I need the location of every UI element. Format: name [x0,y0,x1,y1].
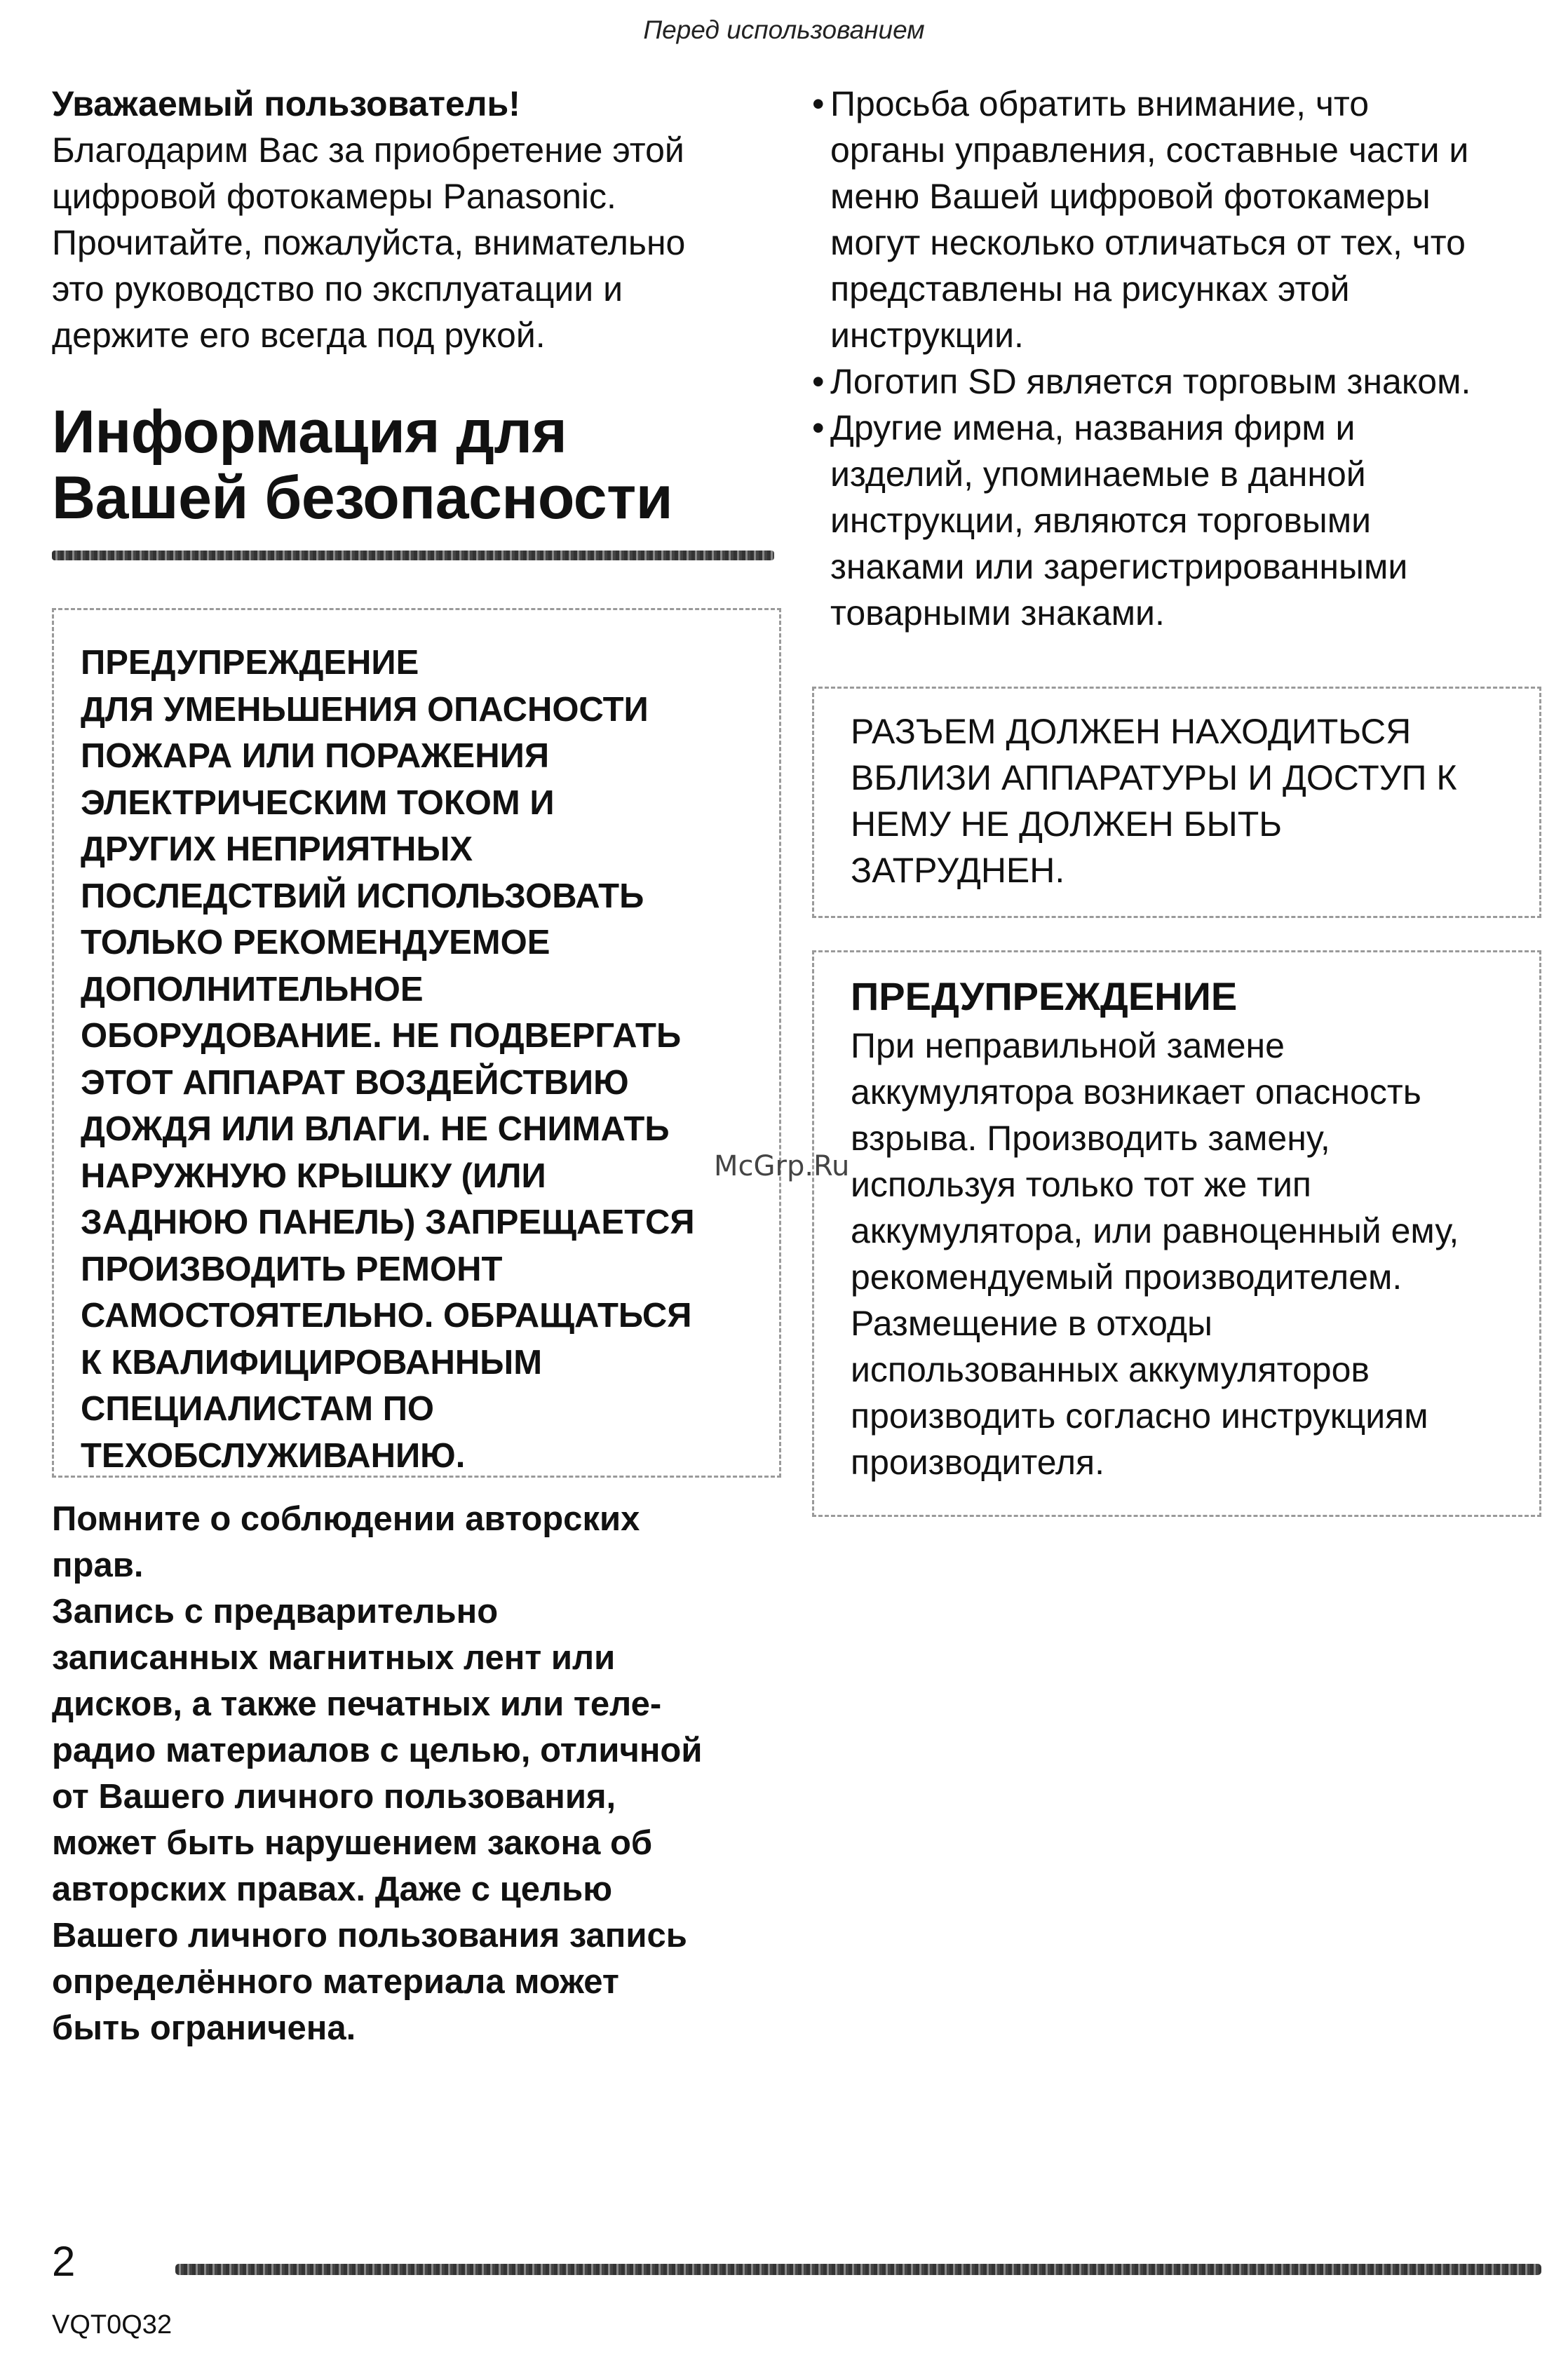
copyright-line: Вашего личного пользования запись [52,1917,687,1955]
bullet-line: инструкции, являются торговыми [830,501,1371,540]
bullet-line: представлены на рисунках этой [830,269,1350,309]
plug-line: ЗАТРУДНЕН. [851,851,1065,890]
battery-line: используя только тот же тип [851,1165,1312,1204]
greeting-line: это руководство по эксплуатации и [52,269,623,309]
copyright-line: Запись с предварительно [52,1593,499,1631]
copyright-line: может быть нарушением закона об [52,1824,653,1862]
bullet-text [830,405,1541,636]
plug-line: ВБЛИЗИ АППАРАТУРЫ И ДОСТУП К [851,758,1457,797]
safety-warning-box [52,608,781,1478]
battery-line: При неправильной замене [851,1026,1285,1065]
bullet-dot-icon: • [812,408,825,447]
battery-warning-box [812,950,1541,1517]
greeting-line: Благодарим Вас за приобретение этой [52,130,684,170]
battery-line: производителя. [851,1443,1104,1482]
bullet-line: Просьба обратить внимание, что [830,84,1370,123]
bullet-text [830,81,1541,358]
bullet-line: Логотип SD является торговым знаком. [830,362,1471,401]
page-number: 2 [52,2238,76,2285]
greeting-title: Уважаемый пользователь! [52,84,520,123]
battery-line: производить согласно инструкциям [851,1396,1428,1436]
warning-line: ОБОРУДОВАНИЕ. НЕ ПОДВЕРГАТЬ [81,1017,682,1055]
section-title [52,399,781,531]
battery-line: взрыва. Производить замену, [851,1119,1330,1158]
bullet-dot-icon: • [812,84,825,123]
warning-line: ПРЕДУПРЕЖДЕНИЕ [81,644,419,682]
bullet-item [812,358,1541,405]
copyright-line: дисков, а также печатных или теле- [52,1685,662,1723]
battery-warning-text [851,1023,1539,1485]
bullet-line: могут несколько отличаться от тех, что [830,223,1466,262]
bullet-item [812,81,1541,358]
warning-line: К КВАЛИФИЦИРОВАННЫМ [81,1343,543,1382]
running-header: Перед использованием [643,15,925,44]
warning-line: ЭЛЕКТРИЧЕСКИМ ТОКОМ И [81,783,555,822]
copyright-line: авторских правах. Даже с целью [52,1870,613,1908]
copyright-line: определённого материала может [52,1963,619,2001]
battery-line: аккумулятора, или равноценный ему, [851,1211,1459,1250]
bullet-line: меню Вашей цифровой фотокамеры [830,177,1431,216]
battery-line: рекомендуемый производителем. [851,1257,1403,1297]
warning-line: ДЛЯ УМЕНЬШЕНИЯ ОПАСНОСТИ [81,690,649,729]
watermark: McGrp.Ru [714,1150,850,1182]
warning-line: ДОПОЛНИТЕЛЬНОЕ [81,970,424,1008]
copyright-line: Помните о соблюдении авторских [52,1500,640,1538]
bullet-line: органы управления, составные части и [830,130,1469,170]
copyright-line: быть ограничена. [52,2009,356,2047]
copyright-line: от Вашего личного пользования, [52,1778,616,1816]
left-column [52,81,781,2051]
bullet-line: изделий, упоминаемые в данной [830,454,1366,494]
bullet-line: Другие имена, названия фирм и [830,408,1356,447]
warning-line: СПЕЦИАЛИСТАМ ПО [81,1390,435,1428]
greeting-line: держите его всегда под рукой. [52,316,546,355]
plug-line: РАЗЪЕМ ДОЛЖЕН НАХОДИТЬСЯ [851,712,1412,751]
greeting-line: цифровой фотокамеры Panasonic. [52,177,616,216]
plug-notice-box [812,687,1541,918]
bullet-dot-icon: • [812,362,825,401]
bullet-line: инструкции. [830,316,1024,355]
warning-line: ДОЖДЯ ИЛИ ВЛАГИ. НЕ СНИМАТЬ [81,1110,670,1148]
warning-line: ДРУГИХ НЕПРИЯТНЫХ [81,830,473,868]
warning-line: ПОСЛЕДСТВИЙ ИСПОЛЬЗОВАТЬ [81,877,644,915]
warning-line: ТЕХОБСЛУЖИВАНИЮ. [81,1436,466,1475]
battery-warning-title: ПРЕДУПРЕЖДЕНИЕ [851,974,1238,1018]
greeting-body [52,127,781,358]
bullet-text [830,358,1541,405]
warning-line: ПОЖАРА ИЛИ ПОРАЖЕНИЯ [81,737,550,775]
warning-line: НАРУЖНУЮ КРЫШКУ (ИЛИ [81,1156,546,1195]
right-column [812,81,1541,1517]
warning-line: САМОСТОЯТЕЛЬНО. ОБРАЩАТЬСЯ [81,1297,692,1335]
safety-warning-text [81,640,779,1479]
copyright-line: записанных магнитных лент или [52,1639,616,1677]
bullet-line: товарными знаками. [830,593,1165,633]
copyright-notice [52,1496,781,2051]
footer-divider [175,2264,1541,2275]
battery-line: Размещение в отходы [851,1304,1212,1343]
greeting-line: Прочитайте, пожалуйста, внимательно [52,223,686,262]
section-title-line: Информация для [52,398,567,466]
section-title-line: Вашей безопасности [52,464,673,532]
bullet-item [812,405,1541,636]
battery-line: аккумулятора возникает опасность [851,1072,1421,1112]
section-divider [52,551,774,560]
warning-line: ЗАДНЮЮ ПАНЕЛЬ) ЗАПРЕЩАЕТСЯ [81,1203,695,1241]
warning-line: ЭТОТ АППАРАТ ВОЗДЕЙСТВИЮ [81,1063,629,1102]
plug-line: НЕМУ НЕ ДОЛЖЕН БЫТЬ [851,804,1283,844]
warning-line: ПРОИЗВОДИТЬ РЕМОНТ [81,1250,503,1288]
copyright-line: прав. [52,1546,144,1584]
model-code: VQT0Q32 [52,2310,173,2340]
copyright-line: радио материалов с целью, отличной [52,1732,703,1769]
warning-line: ТОЛЬКО РЕКОМЕНДУЕМОЕ [81,924,550,961]
battery-line: использованных аккумуляторов [851,1350,1370,1389]
bullet-line: знаками или зарегистрированными [830,547,1408,586]
